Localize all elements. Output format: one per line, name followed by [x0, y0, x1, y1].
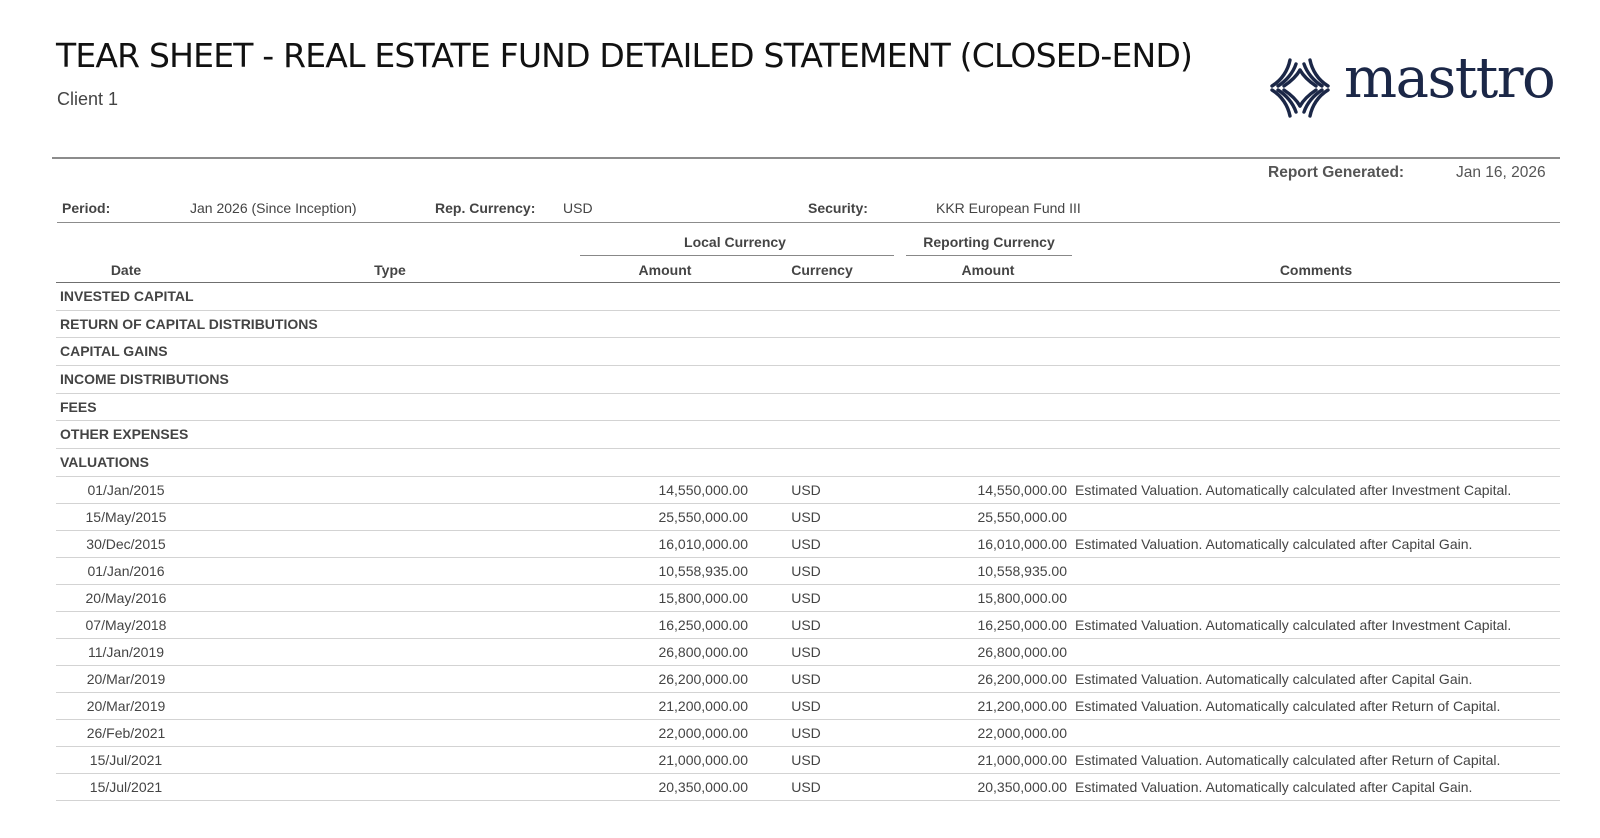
section-title: RETURN OF CAPITAL DISTRIBUTIONS	[60, 315, 318, 332]
cell-date: 20/May/2016	[85, 589, 167, 606]
period-label: Period:	[62, 200, 111, 216]
column-header-currency: Currency	[791, 262, 853, 278]
cell-date: 26/Feb/2021	[86, 724, 166, 741]
table-row	[56, 720, 1560, 747]
section-title: VALUATIONS	[60, 454, 149, 471]
cell-comment: Estimated Valuation. Automatically calculated after Investment Capital.	[1075, 616, 1512, 633]
cell-currency: USD	[791, 616, 821, 633]
section-row	[56, 283, 1560, 311]
table-row	[56, 774, 1560, 801]
cell-currency: USD	[791, 724, 821, 741]
client-name: Client 1	[57, 89, 119, 109]
cell-date: 01/Jan/2016	[87, 562, 165, 579]
cell-currency: USD	[791, 535, 821, 552]
cell-rep-amount: 16,250,000.00	[977, 616, 1067, 633]
cell-amount: 16,250,000.00	[658, 616, 748, 633]
cell-rep-amount: 26,200,000.00	[977, 670, 1067, 687]
cell-rep-amount: 26,800,000.00	[977, 643, 1067, 660]
section-row	[56, 338, 1560, 366]
table-row	[56, 639, 1560, 666]
cell-date: 30/Dec/2015	[86, 535, 166, 552]
cell-amount: 16,010,000.00	[658, 535, 748, 552]
report-generated-label: Report Generated:	[1268, 164, 1405, 181]
cell-rep-amount: 16,010,000.00	[977, 535, 1067, 552]
cell-date: 15/Jul/2021	[89, 778, 163, 795]
section-row	[56, 449, 1560, 477]
cell-date: 15/May/2015	[85, 508, 167, 525]
statement-table	[56, 283, 1560, 801]
period-value: Jan 2026 (Since Inception)	[190, 200, 357, 216]
cell-rep-amount: 25,550,000.00	[977, 508, 1067, 525]
cell-rep-amount: 10,558,935.00	[977, 562, 1067, 579]
table-row	[56, 666, 1560, 693]
cell-rep-amount: 22,000,000.00	[977, 724, 1067, 741]
table-row	[56, 504, 1560, 531]
logo-text: masttro	[1344, 46, 1555, 111]
table-row	[56, 612, 1560, 639]
cell-currency: USD	[791, 697, 821, 714]
column-header-comments: Comments	[1279, 262, 1353, 278]
cell-currency: USD	[791, 481, 821, 498]
table-row	[56, 747, 1560, 774]
cell-date: 20/Mar/2019	[86, 670, 166, 687]
cell-currency: USD	[791, 751, 821, 768]
security-value: KKR European Fund III	[936, 200, 1081, 216]
section-row	[56, 394, 1560, 422]
section-title: INVESTED CAPITAL	[60, 288, 194, 304]
table-row	[56, 531, 1560, 558]
cell-amount: 26,800,000.00	[658, 643, 748, 660]
cell-amount: 21,000,000.00	[658, 751, 748, 768]
cell-comment: Estimated Valuation. Automatically calculated after Return of Capital.	[1075, 697, 1501, 714]
cell-date: 11/Jan/2019	[87, 643, 165, 660]
page-title: TEAR SHEET - REAL ESTATE FUND DETAILED STATEMENT (CLOSED-END)	[56, 36, 1193, 75]
group-line-local	[580, 255, 894, 256]
cell-rep-amount: 21,000,000.00	[977, 751, 1067, 768]
cell-amount: 15,800,000.00	[658, 589, 748, 606]
group-header-reporting: Reporting Currency	[923, 234, 1055, 250]
column-header-type: Type	[374, 262, 406, 278]
cell-amount: 21,200,000.00	[658, 697, 748, 714]
section-row	[56, 311, 1560, 339]
cell-currency: USD	[791, 670, 821, 687]
section-title: INCOME DISTRIBUTIONS	[60, 371, 229, 388]
header-divider	[52, 157, 1560, 159]
table-row	[56, 693, 1560, 720]
group-header-local: Local Currency	[684, 234, 786, 250]
cell-rep-amount: 20,350,000.00	[977, 778, 1067, 795]
cell-rep-amount: 14,550,000.00	[977, 481, 1067, 498]
cell-rep-amount: 21,200,000.00	[977, 697, 1067, 714]
cell-currency: USD	[791, 778, 821, 795]
currency-label: Rep. Currency:	[435, 200, 536, 216]
table-row	[56, 558, 1560, 585]
cell-comment: Estimated Valuation. Automatically calculated after Capital Gain.	[1075, 670, 1473, 687]
cell-comment: Estimated Valuation. Automatically calculated after Investment Capital.	[1075, 481, 1512, 498]
cell-amount: 22,000,000.00	[658, 724, 748, 741]
table-row	[56, 477, 1560, 504]
cell-date: 20/Mar/2019	[86, 697, 166, 714]
cell-amount: 26,200,000.00	[658, 670, 748, 687]
security-label: Security:	[808, 200, 868, 216]
cell-date: 01/Jan/2015	[87, 481, 165, 498]
cell-amount: 25,550,000.00	[658, 508, 748, 525]
filter-divider	[57, 222, 1560, 223]
section-row	[56, 366, 1560, 394]
cell-amount: 20,350,000.00	[658, 778, 748, 795]
cell-comment: Estimated Valuation. Automatically calculated after Return of Capital.	[1075, 751, 1501, 768]
column-header-date: Date	[110, 262, 142, 278]
column-header-amount: Amount	[638, 262, 692, 278]
report-generated-value: Jan 16, 2026	[1456, 164, 1546, 181]
cell-comment: Estimated Valuation. Automatically calculated after Capital Gain.	[1075, 778, 1473, 795]
logo	[1268, 46, 1568, 122]
section-title: OTHER EXPENSES	[60, 426, 189, 443]
cell-currency: USD	[791, 589, 821, 606]
cell-rep-amount: 15,800,000.00	[977, 589, 1067, 606]
cell-date: 15/Jul/2021	[89, 751, 163, 768]
column-header-rep-amount: Amount	[961, 262, 1015, 278]
cell-currency: USD	[791, 643, 821, 660]
cell-amount: 10,558,935.00	[658, 562, 748, 579]
cell-comment: Estimated Valuation. Automatically calculated after Capital Gain.	[1075, 535, 1473, 552]
masttro-logo-icon	[1268, 56, 1332, 120]
cell-amount: 14,550,000.00	[658, 481, 748, 498]
cell-date: 07/May/2018	[85, 616, 167, 633]
currency-value: USD	[563, 200, 593, 216]
section-title: CAPITAL GAINS	[60, 343, 168, 360]
table-row	[56, 585, 1560, 612]
cell-currency: USD	[791, 508, 821, 525]
cell-currency: USD	[791, 562, 821, 579]
section-title: FEES	[60, 398, 97, 415]
group-line-reporting	[906, 255, 1072, 256]
section-row	[56, 421, 1560, 449]
